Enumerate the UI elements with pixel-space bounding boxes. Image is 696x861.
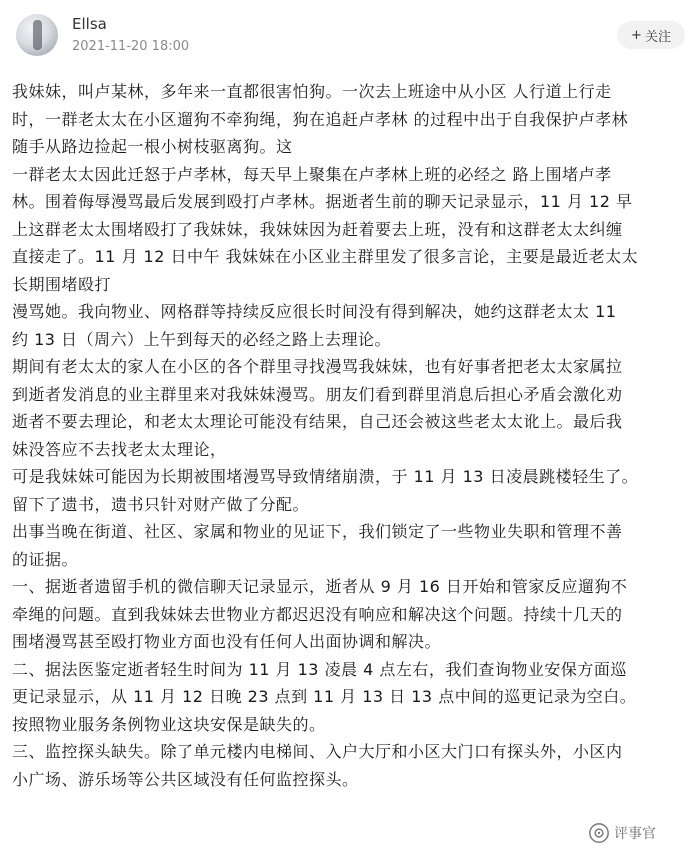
post-paragraph: 我妹妹，叫卢某林，多年来一直都很害怕狗。一次去上班途中从小区 人行道上行走 时，一群老太太在小区遛狗不牵狗绳，狗在追赶卢孝林 的过程中出于自我保护卢孝林 随手从路边捡起一根小树枝驱离狗。这 — [12, 82, 629, 156]
avatar[interactable] — [16, 14, 58, 56]
post-body — [12, 78, 688, 793]
follow-label: 关注 — [644, 29, 671, 45]
post-paragraph: 出事当晚在街道、社区、家属和物业的见证下，我们锁定了一些物业失职和管理不善 的证据。 — [12, 522, 623, 569]
post-paragraph: 二、据法医鉴定逝者轻生时间为 11 月 13 凌晨 4 点左右，我们查询物业安保方面巡 更记录显示，从 11 月 12 日晚 23 点到 11 月 13 日 13 点中间的巡更记录为空白。 按照物业服务条例物业这块安保是缺失的。 — [12, 659, 637, 734]
post-header — [0, 0, 696, 70]
post-paragraph: 一、据逝者遗留手机的微信聊天记录显示，逝者从 9 月 16 日开始和管家反应遛狗不 牵绳的问题。直到我妹妹去世物业方都迟迟没有响应和解决这个问题。持续十几天的 围堵漫骂甚至殴打物业方面也没有任何人出面协调和解决。 — [12, 577, 628, 651]
post-paragraph: 一群老太太因此迁怒于卢孝林，每天早上聚集在卢孝林上班的必经之 路上围堵卢孝 林。围着侮辱漫骂最后发展到殴打卢孝林。据逝者生前的聊天记录显示，11 月 12 早 上这群老太太围堵殴打了我妹妹，我妹妹因为赶着要去上班，没有和这群老太太纠缠 直接走了。11 月 12 日中午 我妹妹在小区业主群里发了很多言论，主要是最近老太太 长期围堵殴打 — [12, 164, 639, 294]
avatar-figure — [33, 20, 42, 50]
post-paragraph: 可是我妹妹可能因为长期被围堵漫骂导致情绪崩溃，于 11 月 13 日凌晨跳楼轻生了。 留下了遗书，遗书只针对财产做了分配。 — [12, 467, 639, 514]
username[interactable]: Ellsa — [72, 15, 107, 33]
follow-button[interactable] — [617, 21, 685, 49]
post-paragraph: 期间有老太太的家人在小区的各个群里寻找漫骂我妹妹，也有好事者把老太太家属拉 到逝者发消息的业主群里来对我妹妹漫骂。朋友们看到群里消息后担心矛盾会激化劝 逝者不要去理论，和老太太理论可能没有结果，自己还会被这些老太太讹上。最后我 妹没答应不去找老太太理论， — [12, 357, 623, 459]
post-paragraph: 漫骂她。我向物业、网格群等持续反应很长时间没有得到解决，她约这群老太太 11 约 13 日（周六）上午到每天的必经之路上去理论。 — [12, 302, 617, 349]
wechat-official-account-icon — [588, 822, 610, 844]
plus-icon: + — [631, 27, 642, 43]
post-timestamp: 2021-11-20 18:00 — [72, 39, 190, 54]
watermark — [588, 822, 656, 844]
post-paragraph: 三、监控探头缺失。除了单元楼内电梯间、入户大厅和小区大门口有探头外，小区内 小广场、游乐场等公共区域没有任何监控探头。 — [12, 742, 623, 789]
watermark-label: 评事官 — [614, 826, 656, 842]
